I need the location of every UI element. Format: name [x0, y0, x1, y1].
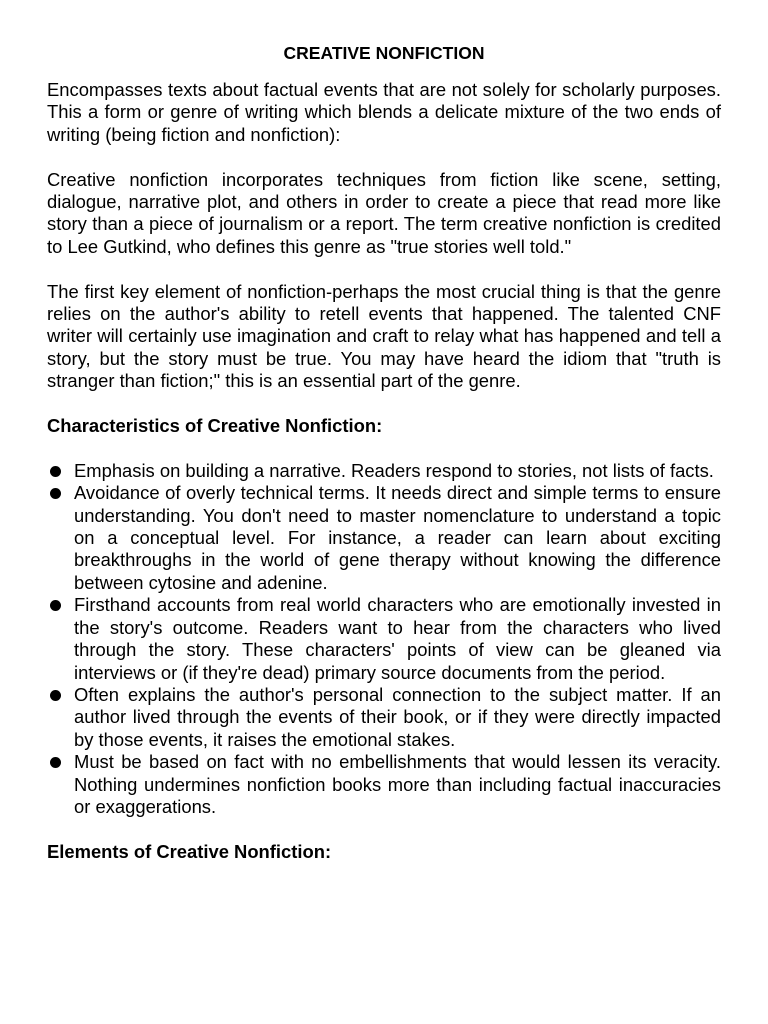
list-item-text: Firsthand accounts from real world characters who are emotionally invested in the story's outcome. Readers want to hear from the characters who lived through the story. These characters' points of view can be gleaned via interviews or (if they're dead) primary source documents from the period.	[74, 594, 721, 683]
list-item	[47, 460, 721, 482]
list-item	[47, 751, 721, 818]
characteristics-list	[47, 460, 721, 819]
characteristics-heading: Characteristics of Creative Nonfiction:	[47, 415, 383, 437]
list-item	[47, 684, 721, 751]
intro-paragraph: Encompasses texts about factual events that are not solely for scholarly purposes. This a form or genre of writing which blends a delicate mixture of the two ends of writing (being fiction and nonfiction):	[47, 79, 721, 145]
list-item-text: Avoidance of overly technical terms. It needs direct and simple terms to ensure understanding. You don't need to master nomenclature to understand a topic on a conceptual level. For instance, a reader can learn about exciting breakthroughs in the world of gene therapy without knowing the difference between cytosine and adenine.	[74, 482, 721, 593]
techniques-paragraph: Creative nonfiction incorporates techniques from fiction like scene, setting, dialogue, narrative plot, and others in order to create a piece that read more like story than a piece of journalism or a report. The term creative nonfiction is credited to Lee Gutkind, who defines this genre as "true stories well told."	[47, 168, 721, 257]
bullet-icon	[50, 757, 61, 768]
list-item	[47, 594, 721, 684]
bullet-icon	[50, 690, 61, 701]
key-element-paragraph: The first key element of nonfiction-perhaps the most crucial thing is that the genre relies on the author's ability to retell events that happened. The talented CNF writer will certainly use imagination and craft to relay what has happened and tell a story, but the story must be true. You may have heard the idiom that "truth is stranger than fiction;" this is an essential part of the genre.	[47, 280, 721, 392]
bullet-icon	[50, 488, 61, 499]
bullet-icon	[50, 600, 61, 611]
list-item-text: Emphasis on building a narrative. Readers respond to stories, not lists of facts.	[74, 459, 714, 481]
bullet-icon	[50, 466, 61, 477]
list-item-text: Often explains the author's personal connection to the subject matter. If an author lived through the events of their book, or if they were directly impacted by those events, it raises the emotional stakes.	[74, 683, 721, 750]
list-item	[47, 482, 721, 594]
document-page	[47, 42, 721, 886]
document-title: CREATIVE NONFICTION	[283, 43, 485, 63]
list-item-text: Must be based on fact with no embellishments that would lessen its veracity. Nothing undermines nonfiction books more than including factual inaccuracies or exaggerations.	[74, 751, 721, 817]
elements-heading: Elements of Creative Nonfiction:	[47, 840, 332, 862]
